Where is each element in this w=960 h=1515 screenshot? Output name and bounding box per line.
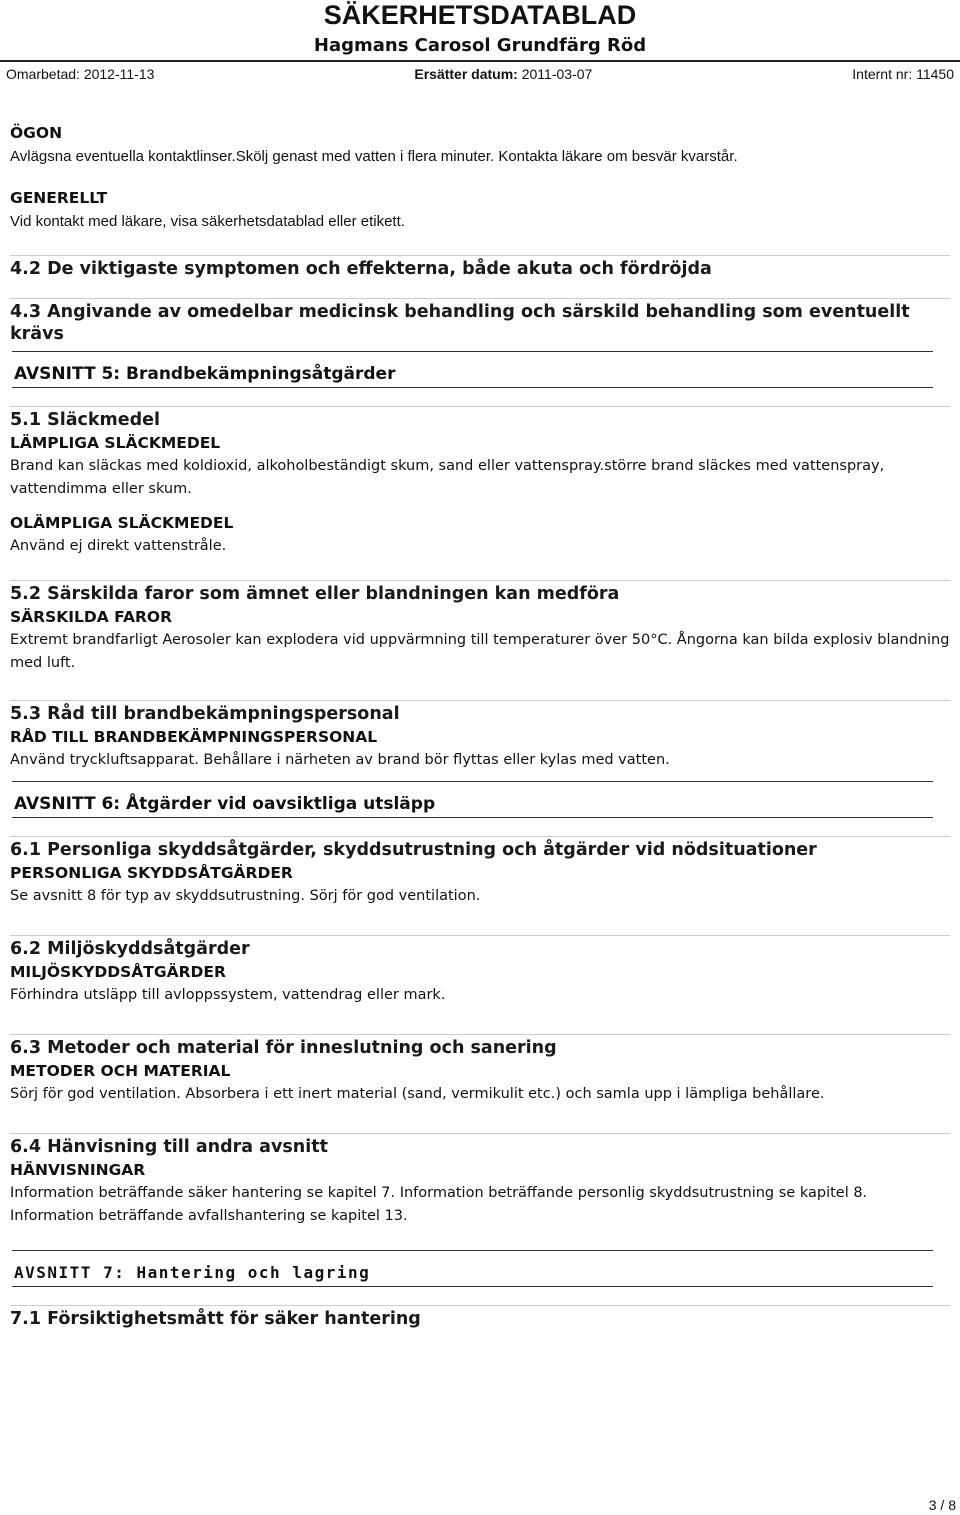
metoder-material-heading: METODER OCH MATERIAL (10, 1062, 231, 1080)
personliga-skydd-text: Se avsnitt 8 för typ av skyddsutrustning. Sörj för god ventilation. (10, 888, 481, 904)
hanvisningar-text-1: Information beträffande säker hantering se kapitel 7. Information beträffande personlig skyddsutrustning se kapitel 8. (10, 1185, 868, 1201)
lampliga-slackmedel-text: Brand kan släckas med koldioxid, alkoholbeständigt skum, sand eller vattenspray.större brand släckes med vattenspray, vattendimma eller skum. (10, 458, 885, 497)
sarskilda-faror-heading: SÄRSKILDA FAROR (10, 608, 173, 626)
generellt-text: Vid kontakt med läkare, visa säkerhetsdatablad eller etikett. (10, 213, 405, 230)
section-4-3-heading: 4.3 Angivande av omedelbar medicinsk behandling och särskild behandling som eventuellt krävs (10, 298, 950, 345)
miljoskydd-text: Förhindra utsläpp till avloppssystem, vattendrag eller mark. (10, 987, 446, 1003)
revised-date: Omarbetad: 2012-11-13 (6, 66, 155, 82)
section-5-1-heading: 5.1 Släckmedel (10, 406, 950, 431)
ogon-heading: ÖGON (10, 124, 63, 142)
lampliga-slackmedel-heading: LÄMPLIGA SLÄCKMEDEL (10, 434, 221, 452)
avsnitt-5-heading: AVSNITT 5: Brandbekämpningsåtgärder (12, 351, 933, 388)
document-title: SÄKERHETSDATABLAD (323, 0, 637, 30)
product-name: Hagmans Carosol Grundfärg Röd (313, 35, 647, 56)
olampliga-slackmedel-text: Använd ej direkt vattenstråle. (10, 538, 227, 554)
header-divider (0, 60, 960, 62)
replaces-date: Ersätter datum: 2011-03-07 (414, 66, 593, 82)
hanvisningar-heading: HÄNVISNINGAR (10, 1161, 146, 1179)
internal-number: Internt nr: 11450 (852, 66, 954, 82)
document-body (0, 123, 960, 1330)
header-meta (0, 65, 960, 83)
section-6-3-heading: 6.3 Metoder och material för inneslutning och sanering (10, 1034, 950, 1059)
personliga-skydd-heading: PERSONLIGA SKYDDSÅTGÄRDER (10, 864, 293, 882)
avsnitt-7-heading: AVSNITT 7: Hantering och lagring (12, 1250, 933, 1287)
page-number: 3 / 8 (928, 1497, 956, 1513)
rad-brandbekampning-text: Använd tryckluftsapparat. Behållare i närheten av brand bör flyttas eller kylas med vatten. (10, 752, 670, 768)
section-6-1-heading: 6.1 Personliga skyddsåtgärder, skyddsutrustning och åtgärder vid nödsituationer (10, 836, 950, 861)
avsnitt-6-heading: AVSNITT 6: Åtgärder vid oavsiktliga utsläpp (12, 781, 933, 818)
sarskilda-faror-text: Extremt brandfarligt Aerosoler kan explodera vid uppvärmning till temperaturer över 50°C. Ångorna kan bilda explosiv blandning med luft. (10, 632, 950, 671)
hanvisningar-text-2: Information beträffande avfallshantering se kapitel 13. (10, 1208, 408, 1224)
generellt-heading: GENERELLT (10, 189, 108, 207)
rad-brandbekampning-heading: RÅD TILL BRANDBEKÄMPNINGSPERSONAL (10, 728, 378, 746)
section-6-2-heading: 6.2 Miljöskyddsåtgärder (10, 935, 950, 960)
ogon-text: Avlägsna eventuella kontaktlinser.Skölj genast med vatten i flera minuter. Kontakta läkare om besvär kvarstår. (10, 148, 738, 165)
section-4-2-heading: 4.2 De viktigaste symptomen och effekterna, både akuta och fördröjda (10, 255, 950, 280)
section-7-1-heading: 7.1 Försiktighetsmått för säker hantering (10, 1305, 950, 1330)
document-header (0, 1, 960, 83)
olampliga-slackmedel-heading: OLÄMPLIGA SLÄCKMEDEL (10, 514, 234, 532)
section-6-4-heading: 6.4 Hänvisning till andra avsnitt (10, 1133, 950, 1158)
miljoskydd-heading: MILJÖSKYDDSÅTGÄRDER (10, 963, 226, 981)
section-5-2-heading: 5.2 Särskilda faror som ämnet eller blandningen kan medföra (10, 580, 950, 605)
section-5-3-heading: 5.3 Råd till brandbekämpningspersonal (10, 700, 950, 725)
metoder-material-text: Sörj för god ventilation. Absorbera i ett inert material (sand, vermikulit etc.) och samla upp i lämpliga behållare. (10, 1086, 825, 1102)
